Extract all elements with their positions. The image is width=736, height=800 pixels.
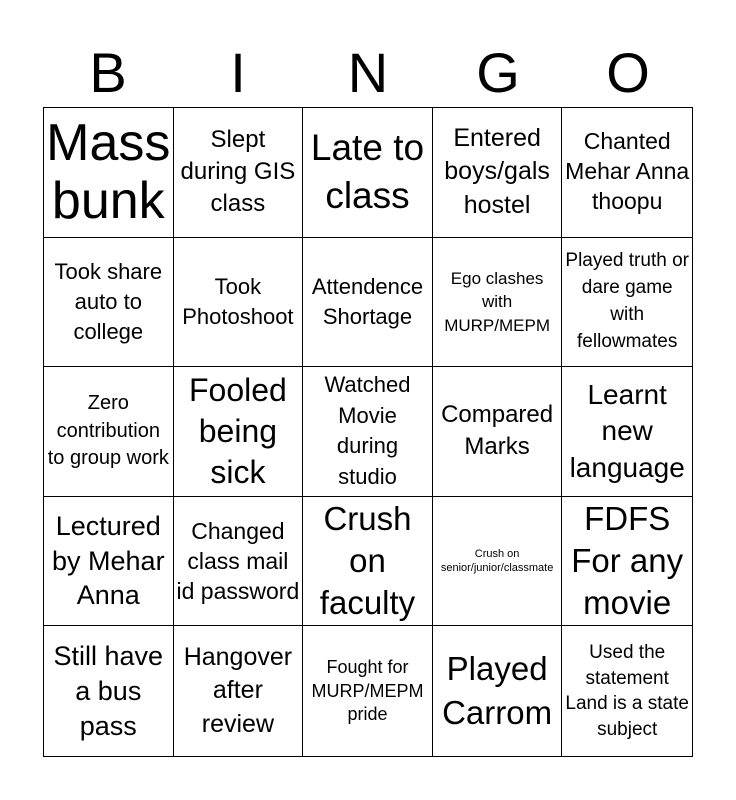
bingo-cell[interactable] — [433, 108, 563, 238]
cell-text: Slept during GIS class — [180, 125, 296, 218]
cell-text: Fought for MURP/MEPM pride — [311, 657, 424, 724]
cell-text: Still have a bus pass — [53, 640, 164, 741]
cell-text: Changed class mail id password — [176, 517, 300, 605]
bingo-cell[interactable] — [174, 238, 304, 368]
header-letter-b: B — [89, 41, 127, 104]
bingo-cell[interactable] — [562, 238, 692, 368]
cell-text: Crush on faculty — [319, 500, 416, 622]
header-letter-n: N — [347, 41, 389, 104]
bingo-cell[interactable] — [562, 367, 692, 497]
bingo-cell[interactable] — [433, 367, 563, 497]
header-letter-o: O — [606, 41, 650, 104]
bingo-cell[interactable] — [174, 497, 304, 627]
bingo-cell[interactable] — [44, 367, 174, 497]
cell-text: Zero contribution to group work — [47, 392, 169, 470]
cell-text: Compared Marks — [441, 401, 554, 461]
bingo-cell[interactable] — [303, 108, 433, 238]
bingo-cell[interactable] — [562, 497, 692, 627]
bingo-cell[interactable] — [303, 367, 433, 497]
bingo-cell[interactable] — [303, 626, 433, 756]
bingo-board — [43, 107, 693, 757]
header-letter-i: I — [230, 41, 246, 104]
cell-text: Entered boys/gals hostel — [444, 123, 550, 220]
bingo-cell[interactable] — [174, 108, 304, 238]
bingo-cell[interactable] — [303, 497, 433, 627]
header-letter-g: G — [476, 41, 520, 104]
bingo-cell[interactable] — [44, 238, 174, 368]
bingo-cell[interactable] — [44, 626, 174, 756]
bingo-cell[interactable] — [433, 626, 563, 756]
bingo-cell[interactable] — [433, 497, 563, 627]
bingo-cell[interactable] — [174, 367, 304, 497]
bingo-cell[interactable] — [44, 108, 174, 238]
cell-text: Chanted Mehar Anna thoopu — [565, 128, 690, 215]
bingo-cell[interactable] — [303, 238, 433, 368]
cell-text: Used the statement Land is a state subject — [565, 641, 689, 740]
cell-text: Took Photoshoot — [182, 274, 294, 329]
cell-text: Watched Movie during studio — [324, 371, 411, 490]
bingo-cell[interactable] — [174, 626, 304, 756]
cell-text: Hangover after review — [183, 642, 293, 739]
cell-text: Crush on senior/junior/classmate — [440, 547, 554, 575]
cell-text: Late to class — [310, 127, 425, 217]
cell-text: Fooled being sick — [188, 372, 287, 490]
cell-text: Played truth or dare game with fellowmates — [565, 249, 689, 352]
cell-text: Took share auto to college — [54, 259, 163, 344]
cell-text: Played Carrom — [442, 649, 553, 732]
cell-text: Attendence Shortage — [311, 274, 424, 329]
cell-text: Learnt new language — [569, 378, 685, 483]
bingo-cell[interactable] — [433, 238, 563, 368]
cell-text: Lectured by Mehar Anna — [52, 511, 165, 611]
bingo-cell[interactable] — [562, 108, 692, 238]
cell-text: Mass bunk — [46, 114, 171, 231]
bingo-cell[interactable] — [44, 497, 174, 627]
cell-text: Ego clashes with MURP/MEPM — [444, 268, 550, 335]
cell-text: FDFS For any movie — [571, 500, 684, 622]
bingo-cell[interactable] — [562, 626, 692, 756]
bingo-header — [43, 40, 693, 106]
